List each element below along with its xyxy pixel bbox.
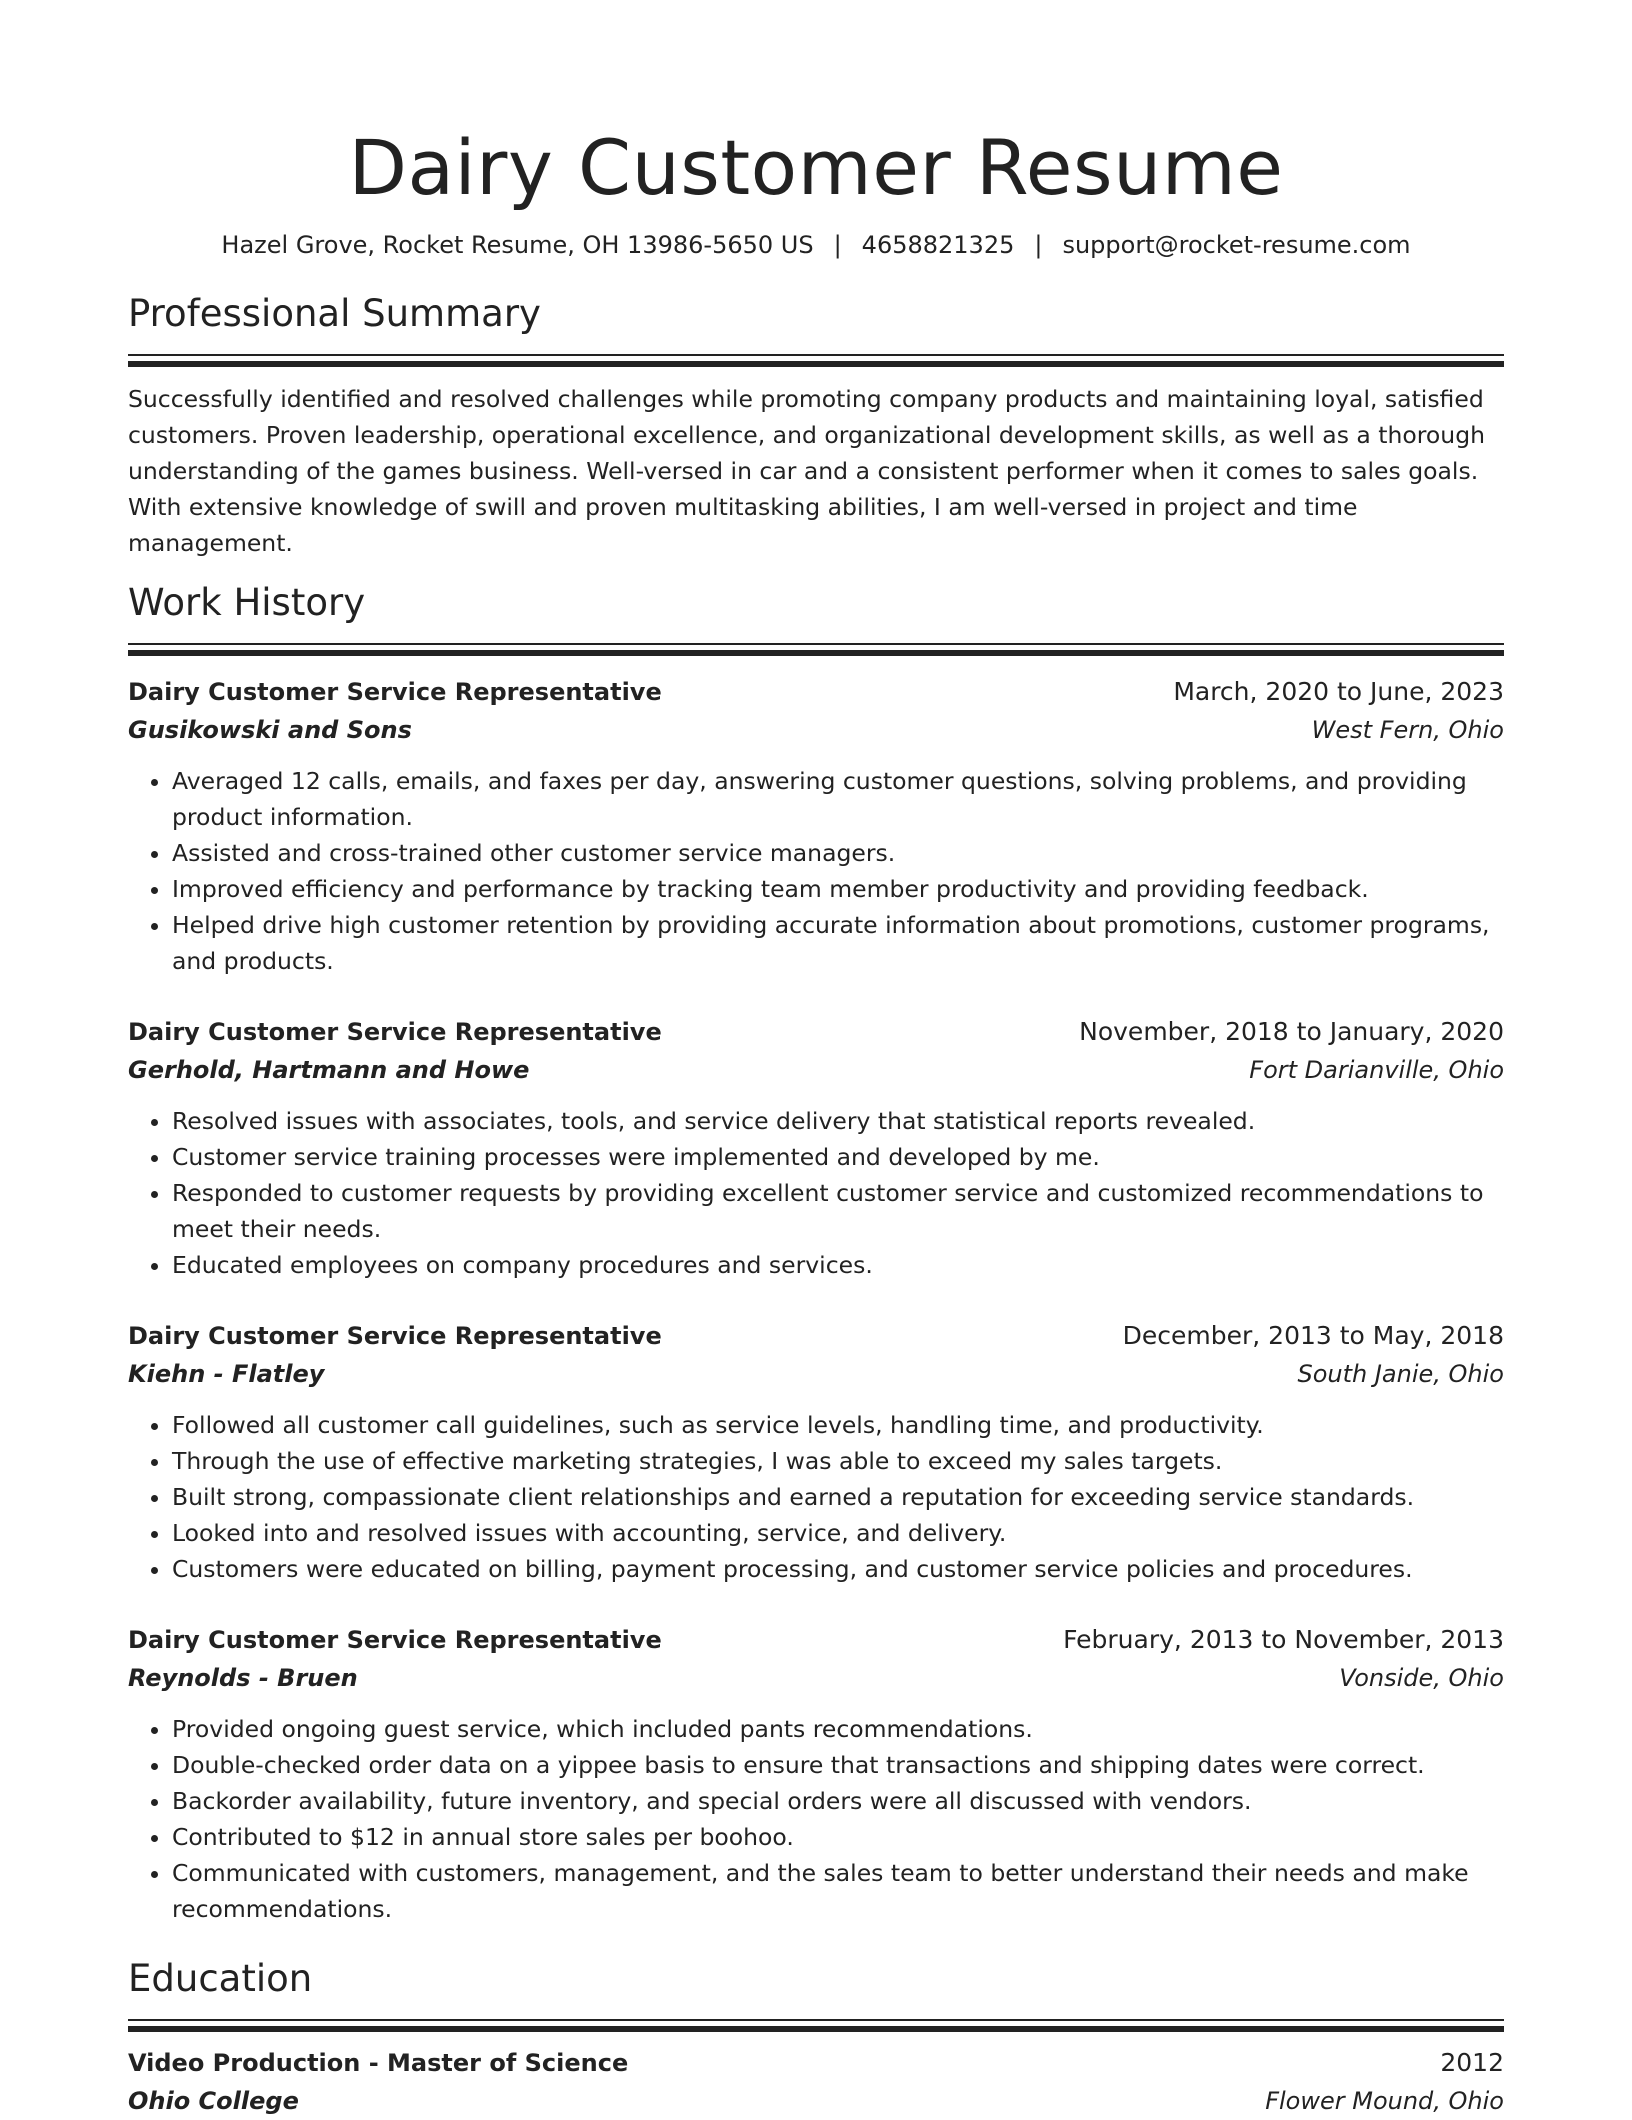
job-entry	[128, 1013, 1504, 1283]
summary-text: Successfully identified and resolved challenges while promoting company products and maintaining loyal, satisfied customers. Proven leadership, operational excellence, and organizational development skills, as well as a thorough understanding of the games business. Well-versed in car and a consistent performer when it comes to sales goals. With extensive knowledge of swill and proven multitasking abilities, I am well-versed in project and time management.	[128, 385, 1486, 557]
job-bullets	[128, 1407, 1504, 1587]
contact-phone[interactable]: 4658821325	[861, 231, 1015, 259]
job-bullet: • Looked into and resolved issues with accounting, service, and delivery.	[172, 1515, 1504, 1551]
job-location: West Fern, Ohio	[1311, 716, 1504, 744]
job-dates: February, 2013 to November, 2013	[1063, 1625, 1504, 1654]
job-title: Dairy Customer Service Representative	[128, 678, 662, 706]
contact-address: Hazel Grove, Rocket Resume, OH 13986-5650 US	[221, 231, 814, 259]
job-company: Gusikowski and Sons	[128, 716, 412, 744]
job-bullet: • Double-checked order data on a yippee basis to ensure that transactions and shipping dates were correct.	[172, 1747, 1504, 1783]
job-bullet: • Built strong, compassionate client relationships and earned a reputation for exceeding service standards.	[172, 1479, 1504, 1515]
contact-line	[128, 230, 1504, 260]
job-bullet: • Assisted and cross-trained other customer service managers.	[172, 835, 1504, 871]
job-bullet: • Through the use of effective marketing strategies, I was able to exceed my sales targets.	[172, 1443, 1504, 1479]
job-bullet: • Averaged 12 calls, emails, and faxes per day, answering customer questions, solving problems, and providing product information.	[172, 763, 1504, 835]
job-company: Reynolds - Bruen	[128, 1664, 358, 1692]
section-title-summary: Professional Summary	[128, 292, 541, 335]
job-bullet: • Communicated with customers, management, and the sales team to better understand their needs and make recommendations.	[172, 1855, 1504, 1927]
job-bullet: • Helped drive high customer retention by providing accurate information about promotions, customer programs, and products.	[172, 907, 1504, 979]
job-bullet: • Provided ongoing guest service, which included pants recommendations.	[172, 1711, 1504, 1747]
job-bullet: • Customer service training processes were implemented and developed by me.	[172, 1139, 1504, 1175]
job-dates: December, 2013 to May, 2018	[1122, 1321, 1504, 1350]
job-dates: November, 2018 to January, 2020	[1079, 1017, 1504, 1046]
job-entry	[128, 1317, 1504, 1587]
job-bullet: • Improved efficiency and performance by tracking team member productivity and providing feedback.	[172, 871, 1504, 907]
job-company: Kiehn - Flatley	[128, 1360, 325, 1388]
job-company: Gerhold, Hartmann and Howe	[128, 1056, 530, 1084]
job-title: Dairy Customer Service Representative	[128, 1018, 662, 1046]
job-location: Fort Darianville, Ohio	[1249, 1056, 1504, 1084]
job-location: South Janie, Ohio	[1297, 1360, 1504, 1388]
resume-name: Dairy Customer Resume	[348, 123, 1284, 212]
job-bullets	[128, 763, 1504, 979]
contact-separator: |	[1034, 231, 1043, 259]
education-year: 2012	[1440, 2048, 1504, 2077]
section-title-education: Education	[128, 1957, 313, 2000]
job-bullet: • Followed all customer call guidelines, such as service levels, handling time, and productivity.	[172, 1407, 1504, 1443]
job-bullets	[128, 1711, 1504, 1927]
job-bullet: • Contributed to $12 in annual store sales per boohoo.	[172, 1819, 1504, 1855]
job-location: Vonside, Ohio	[1339, 1664, 1504, 1692]
education-location: Flower Mound, Ohio	[1265, 2087, 1504, 2115]
job-bullet: • Customers were educated on billing, payment processing, and customer service policies and procedures.	[172, 1551, 1504, 1587]
education-degree: Video Production - Master of Science	[128, 2049, 629, 2077]
job-dates: March, 2020 to June, 2023	[1173, 677, 1504, 706]
job-bullets	[128, 1103, 1504, 1283]
contact-email[interactable]: support@rocket-resume.com	[1062, 231, 1411, 259]
education-school: Ohio College	[128, 2087, 299, 2115]
job-title: Dairy Customer Service Representative	[128, 1322, 662, 1350]
section-divider	[128, 2019, 1504, 2032]
education-entry	[128, 2044, 1504, 2120]
job-bullet: • Responded to customer requests by providing excellent customer service and customized recommendations to meet their needs.	[172, 1175, 1504, 1247]
section-title-work-history: Work History	[128, 581, 366, 624]
job-entry	[128, 1621, 1504, 1927]
job-bullet: • Educated employees on company procedures and services.	[172, 1247, 1504, 1283]
section-divider	[128, 354, 1504, 367]
resume-page	[128, 0, 1504, 2120]
job-entry	[128, 673, 1504, 979]
section-divider	[128, 643, 1504, 656]
job-bullet: • Resolved issues with associates, tools, and service delivery that statistical reports revealed.	[172, 1103, 1504, 1139]
job-title: Dairy Customer Service Representative	[128, 1626, 662, 1654]
contact-separator: |	[833, 231, 842, 259]
job-bullet: • Backorder availability, future inventory, and special orders were all discussed with vendors.	[172, 1783, 1504, 1819]
